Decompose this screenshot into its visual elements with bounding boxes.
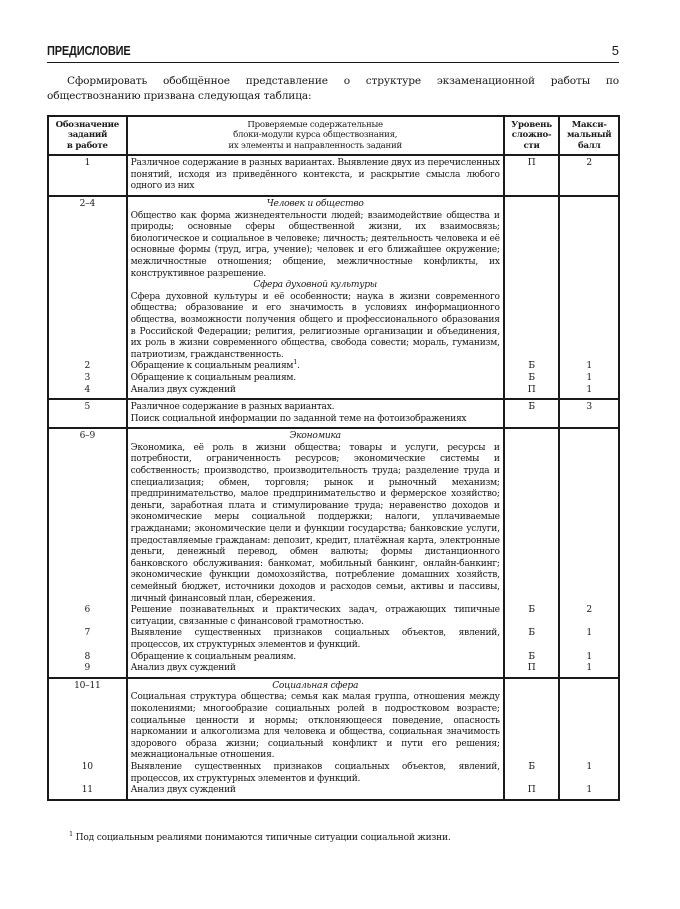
- table-row: [48, 399, 619, 428]
- section-title: Социальная сфера: [272, 680, 359, 691]
- task-id: 1: [48, 155, 127, 196]
- task-range: 10–11: [74, 680, 101, 691]
- subtask-text: Анализ двух суждений: [130, 384, 236, 395]
- subtask-text: Анализ двух суждений: [130, 663, 236, 674]
- levels-cell: Б Б Б П: [504, 428, 560, 677]
- table-header-row: [48, 116, 619, 155]
- subtask-text: Анализ двух суждений: [130, 785, 236, 796]
- task-content-cell: [127, 196, 504, 399]
- table-row: [48, 155, 619, 196]
- scores-cell: 1 1: [559, 678, 619, 800]
- task-content-cell: [127, 678, 504, 800]
- page-number: 5: [611, 43, 619, 58]
- subtask-text: Обращение к социальным реалиям.: [130, 372, 296, 383]
- task-id-cell: [48, 428, 127, 677]
- section-title: Экономика: [289, 431, 341, 442]
- levels-cell: Б П: [504, 678, 560, 800]
- footnote-mark: 1: [293, 358, 298, 367]
- scores-cell: 1 1 1: [559, 196, 619, 399]
- task-range: 6–9: [79, 431, 95, 442]
- section-text: Сфера духовной культуры и её особенности; наука в жизни современного общества; образование и его значимость в условиях информационного общества, возможности получения общего и профессионального образования в Российской Федерации; религия, религиозные организации и объединения, их роль в жизни современного общества, свобода совести; мораль, гуманизм, патриотизм, гражданственность.: [130, 291, 500, 360]
- subtask-text: Выявление существенных признаков социальных объектов, явлений, процессов, их структурных элементов и функций.: [130, 628, 500, 650]
- header-task-id: Обозначение заданий в работе: [48, 116, 127, 155]
- running-header: [47, 44, 619, 63]
- header-level: Уровень сложно- сти: [504, 116, 560, 155]
- section-title: ПРЕДИСЛОВИЕ: [47, 44, 131, 58]
- footnote-mark: 1: [69, 829, 73, 838]
- subtask-ids: 10 11: [81, 761, 93, 796]
- task-score: 3: [559, 399, 619, 428]
- subtask-ids: 6 7 8 9: [84, 605, 91, 674]
- task-content: Различное содержание в разных вариантах. Выявление двух из перечисленных понятий, исходя из приведённого контекста, и раскрытие смысла любого одного из них: [127, 155, 504, 196]
- scores-cell: 2 1 1 1: [559, 428, 619, 677]
- footnote-text: Под социальным реалиями понимаются типичные ситуации социальной жизни.: [75, 833, 451, 843]
- task-score: 2: [559, 155, 619, 196]
- intro-paragraph: Сформировать обобщённое представление о структуре экзаменационной работы по обществознанию призвана следующая таблица:: [47, 75, 619, 102]
- task-content-cell: Различное содержание в разных вариантах. Поиск социальной информации по заданной теме на фотоизображениях: [127, 399, 504, 428]
- subtask-text: Решение познавательных и практических задач, отражающих типичные ситуации, связанные с финансовой грамотностью.: [130, 605, 500, 627]
- exam-structure-table: [47, 115, 620, 801]
- task-id-cell: [48, 678, 127, 800]
- subtask-text: Обращение к социальным реалиям.: [130, 651, 296, 662]
- subtask-ids: 2 3 4: [84, 361, 91, 395]
- subtask-text: Обращение к социальным реалиям$^1$.: [130, 358, 300, 372]
- task-level: Б: [504, 399, 560, 428]
- section-text: Социальная структура общества; семья как малая группа, отношения между поколениями; многообразие социальных ролей в подростковом возрасте; социальные ценности и нормы; отклоняющееся поведение, опасность наркомании и алкоголизма для человека и общества, социальная значимость здорового образа жизни; социальный конфликт и пути его решения; межнациональные отношения.: [130, 692, 500, 761]
- task-content-cell: [127, 428, 504, 677]
- section-title: Сфера духовной культуры: [253, 280, 377, 291]
- header-content: Проверяемые содержательные блоки-модули курса обществознания, их элементы и направленность заданий: [127, 116, 504, 155]
- section-text: Общество как форма жизнедеятельности людей; взаимодействие общества и природы; основные сферы общественной жизни, их взаимосвязь; биологическое и социальное в человеке; личность; деятельность человека и её основные формы (труд, игра, учение); человек и его ближайшее окружение; межличностные отношения; общение, межличностные конфликты, их конструктивное разрешение.: [130, 210, 500, 279]
- task-range: 2–4: [79, 199, 95, 209]
- subtask-text: Выявление существенных признаков социальных объектов, явлений, процессов, их структурных элементов и функций.: [130, 761, 500, 784]
- task-level: П: [504, 155, 560, 196]
- footnote: [69, 829, 451, 843]
- table-row: [48, 428, 619, 677]
- section-title: Человек и общество: [266, 199, 364, 209]
- table-row: [48, 678, 619, 800]
- task-id-cell: [48, 196, 127, 399]
- table-row: [48, 196, 619, 399]
- levels-cell: Б Б П: [504, 196, 560, 399]
- header-max-score: Макси- мальный балл: [559, 116, 619, 155]
- task-id: 5: [48, 399, 127, 428]
- section-text: Экономика, её роль в жизни общества; товары и услуги, ресурсы и потребности, ограниченность ресурсов; экономические системы и собственность; производство, производительность труда; разделение труда и специализация; обмен, торговля; рынок и рыночный механизм; предпринимательство, малое предпринимательство и фермерское хозяйство; деньги, заработная плата и стимулирование труда; неравенство доходов и экономические меры социальной поддержки; налоги, уплачиваемые гражданами; экономические цели и функции государства; банковские услуги, предоставляемые гражданам: депозит, кредит, платёжная карта, электронные деньги, денежный перевод, обмен валюты; формы дистанционного банковского обслуживания: банкомат, мобильный банкинг, онлайн-банкинг; экономические функции домохозяйства, потребление домашних хозяйств, семейный бюджет, источники доходов и расходов семьи, активы и пассивы, личный финансовый план, сбережения.: [130, 442, 500, 604]
